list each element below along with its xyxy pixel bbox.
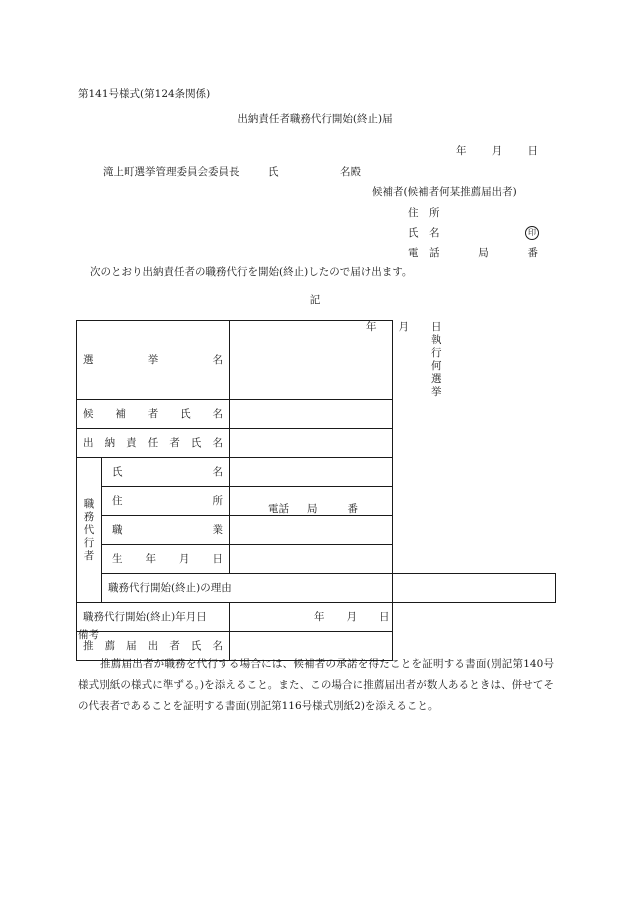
row-candidate [77, 400, 556, 429]
applicant-phone-line [408, 247, 538, 260]
deputy-group-label: 職務代行者 [83, 497, 95, 562]
row-date [77, 603, 556, 632]
recommender-label-cell: 推 薦 届 出 者 氏 名 [77, 632, 230, 661]
deputy-job-value-cell[interactable] [230, 516, 393, 545]
election-label-cell: 選 挙 名 [77, 321, 230, 400]
candidate-label-cell: 候 補 者 氏 名 [77, 400, 230, 429]
seal-mark [525, 226, 539, 240]
applicant-role: 候補者(候補者何某推薦届出者) [372, 186, 517, 198]
row-deputy-name [77, 458, 556, 487]
remarks-body: 推薦届出者が職務を代行する場合には、候補者の承諾を得たことを証明する書面(別記第140号様式別紙の様式に準ずる。)を添えること。また、この場合に推薦届出者が数人あるときは、併せてその代表者であることを証明する書面(別記第116号様式別紙2)を添えること。 [78, 658, 554, 712]
date-line [456, 145, 538, 158]
deputy-job-label-cell: 職 業 [102, 516, 230, 545]
deputy-birth-label-cell: 生 年 月 日 [102, 545, 230, 574]
number-label: 番 [527, 247, 538, 259]
addressee-honorific: 名殿 [340, 166, 361, 178]
applicant-name-label: 氏 名 [408, 227, 440, 239]
row-deputy-address [77, 487, 556, 516]
form-title: 出納責任者職務代行開始(終止)届 [237, 113, 393, 125]
deputy-birth-value-cell[interactable] [230, 545, 393, 574]
deputy-group-cell [77, 458, 102, 603]
row-treasurer [77, 429, 556, 458]
form-number: 第141号様式(第124条関係) [78, 88, 211, 100]
treasurer-value-cell[interactable] [230, 429, 393, 458]
ki-mark: 記 [309, 294, 321, 306]
row-deputy-birth [77, 545, 556, 574]
phone-label: 電 話 [408, 247, 440, 259]
date-value-cell[interactable]: 年 月 日 [230, 603, 393, 632]
treasurer-label-cell: 出 納 責 任 者 氏 名 [77, 429, 230, 458]
addressee-surname-label: 氏 [268, 166, 279, 178]
year-label: 年 [456, 145, 467, 157]
deputy-address-label-cell: 住 所 [102, 487, 230, 516]
candidate-value-cell[interactable] [230, 400, 393, 429]
reason-label-cell: 職務代行開始(終止)の理由 [102, 574, 393, 603]
intro-text: 次のとおり出納責任者の職務代行を開始(終止)したので届け出ます。 [90, 266, 413, 278]
row-election [77, 321, 556, 400]
addressee-to: 滝上町選挙管理委員会委員長 [103, 166, 240, 178]
month-label: 月 [491, 145, 503, 157]
remarks-heading: 備考 [78, 629, 99, 641]
deputy-address-value-cell[interactable]: 電話 局 番 [230, 487, 393, 516]
applicant-address-label: 住 所 [408, 207, 440, 219]
election-value-cell[interactable]: 年 月 日執行何選挙 [230, 321, 393, 400]
date-label-cell: 職務代行開始(終止)年月日 [77, 603, 230, 632]
reason-value-cell[interactable] [393, 574, 556, 603]
station-label: 局 [478, 247, 489, 259]
seal-icon: 印 [525, 226, 539, 240]
row-deputy-job [77, 516, 556, 545]
deputy-name-label-cell: 氏 名 [102, 458, 230, 487]
row-reason [77, 574, 556, 603]
day-label: 日 [527, 145, 538, 157]
deputy-name-value-cell[interactable] [230, 458, 393, 487]
report-table [76, 320, 556, 661]
